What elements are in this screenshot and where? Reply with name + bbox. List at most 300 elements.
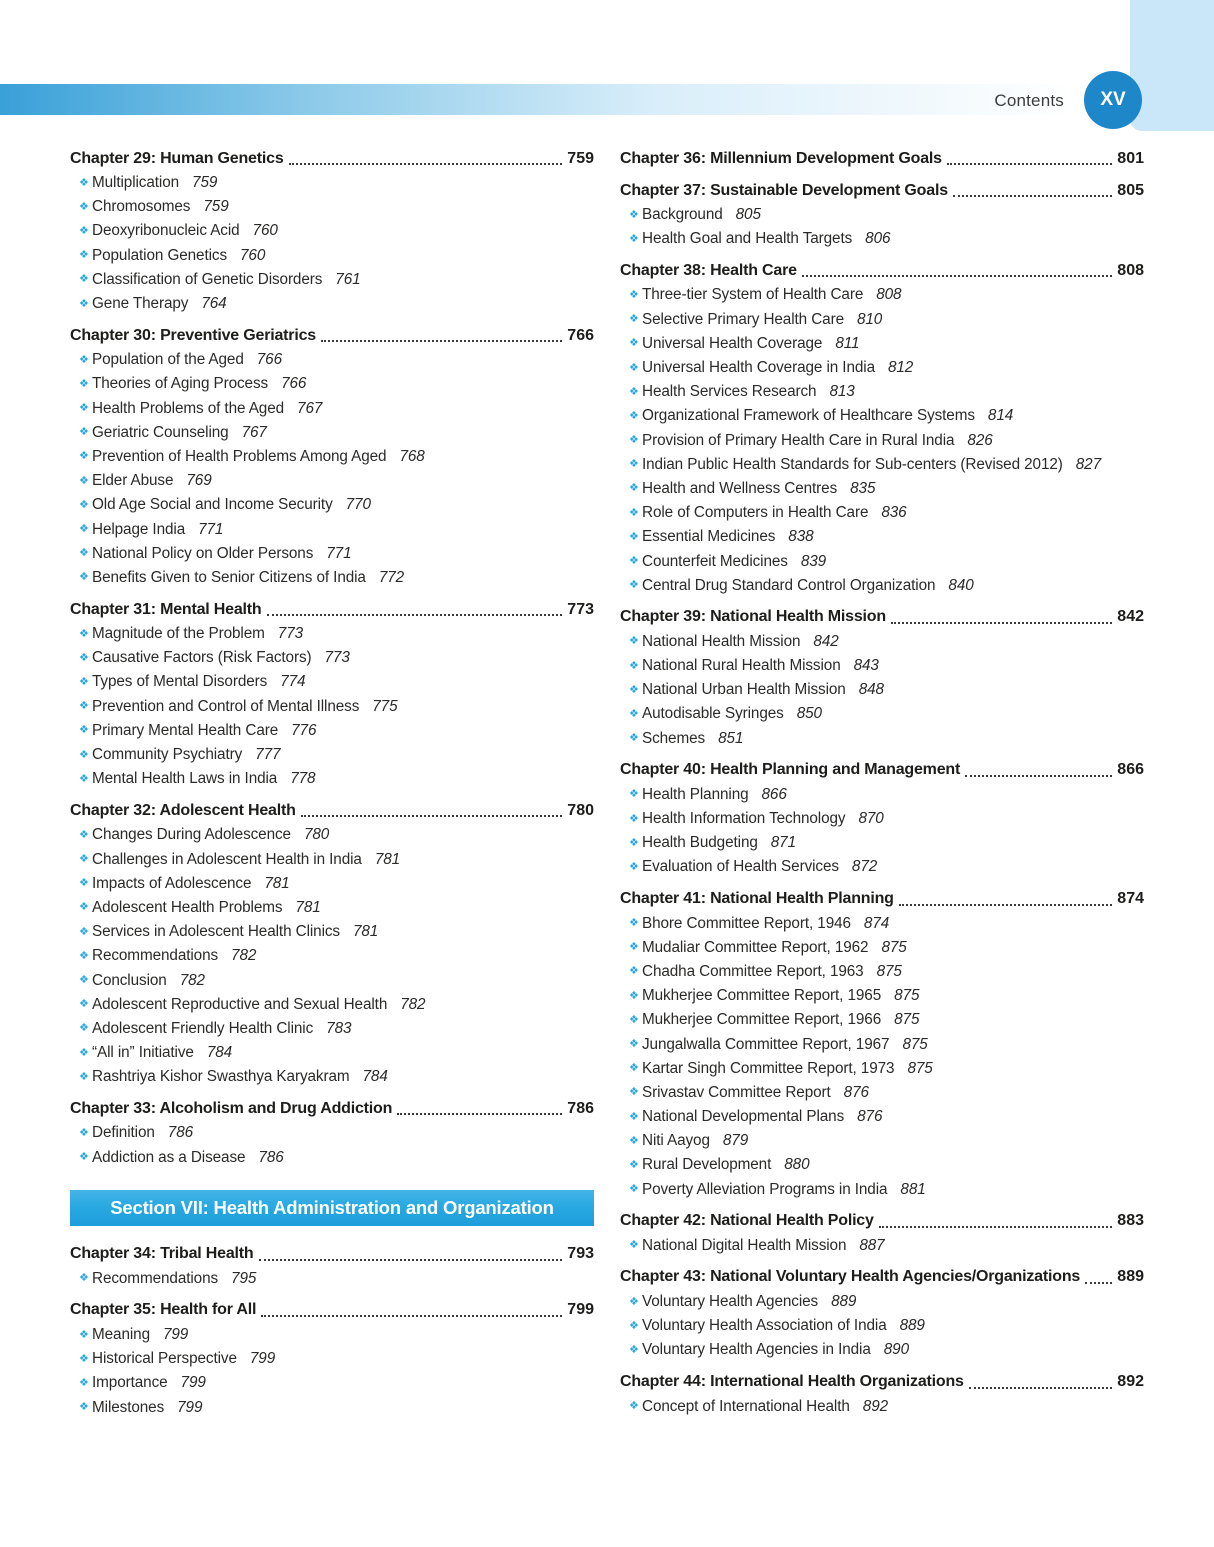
diamond-bullet-icon: ❖: [629, 917, 639, 930]
toc-item-page-number: 782: [231, 947, 257, 965]
dot-leader: [267, 614, 563, 616]
diamond-bullet-icon: ❖: [629, 530, 639, 543]
dot-leader: [891, 622, 1112, 624]
chapter-heading-row: [620, 1209, 1144, 1234]
toc-item: [620, 1234, 1144, 1258]
toc-item: [620, 984, 1144, 1008]
diamond-bullet-icon: ❖: [629, 1038, 639, 1051]
toc-item-label: Autodisable Syringes: [642, 705, 784, 723]
toc-item-page-number: 783: [326, 1019, 352, 1037]
toc-item-label: Niti Aayog: [642, 1132, 710, 1150]
toc-item-page-number: 836: [881, 504, 907, 522]
diamond-bullet-icon: ❖: [629, 1110, 639, 1123]
toc-item-page-number: 767: [241, 423, 267, 441]
diamond-bullet-icon: ❖: [629, 482, 639, 495]
toc-item-page-number: 805: [735, 206, 761, 224]
diamond-bullet-icon: ❖: [79, 377, 89, 390]
diamond-bullet-icon: ❖: [79, 200, 89, 213]
toc-item-page-number: 851: [718, 729, 744, 747]
diamond-bullet-icon: ❖: [629, 208, 639, 221]
toc-item-page-number: 799: [162, 1326, 189, 1344]
diamond-bullet-icon: ❖: [629, 288, 639, 301]
toc-item: [620, 1105, 1144, 1129]
diamond-bullet-icon: ❖: [629, 337, 639, 350]
diamond-bullet-icon: ❖: [79, 1022, 89, 1035]
toc-item: [70, 920, 594, 944]
toc-item: [70, 743, 594, 767]
chapter-heading-row: [620, 887, 1144, 912]
chapter-page-number: 786: [567, 1099, 594, 1117]
toc-item-page-number: 777: [255, 746, 281, 764]
diamond-bullet-icon: ❖: [629, 1134, 639, 1147]
toc-item-page-number: 889: [831, 1293, 857, 1311]
toc-item-label: Importance: [92, 1374, 168, 1392]
diamond-bullet-icon: ❖: [629, 385, 639, 398]
toc-item: [70, 896, 594, 920]
toc-item-page-number: 813: [829, 383, 855, 401]
toc-item: [70, 1146, 594, 1170]
toc-item-label: Conclusion: [92, 971, 167, 989]
toc-item-label: Chromosomes: [92, 198, 191, 216]
toc-item: [70, 397, 594, 421]
toc-item-page-number: 880: [784, 1156, 810, 1174]
toc-item-label: Types of Mental Disorders: [92, 673, 268, 691]
toc-item-page-number: 842: [813, 632, 839, 650]
chapter-block: [70, 146, 594, 316]
chapter-title: Chapter 29: Human Genetics: [70, 149, 284, 167]
toc-item: [70, 1323, 594, 1347]
toc-item: [620, 654, 1144, 678]
toc-item: [620, 1178, 1144, 1202]
toc-item-page-number: 875: [902, 1035, 928, 1053]
toc-item-page-number: 759: [203, 198, 229, 216]
chapter-page-number: 808: [1117, 261, 1144, 279]
toc-item-page-number: 759: [192, 174, 218, 192]
chapter-heading-row: [620, 178, 1144, 203]
dot-leader: [899, 904, 1113, 906]
toc-item: [620, 227, 1144, 251]
toc-item-page-number: 812: [887, 359, 914, 377]
diamond-bullet-icon: ❖: [629, 1319, 639, 1332]
chapter-page-number: 766: [567, 326, 594, 344]
chapter-title: Chapter 40: Health Planning and Management: [620, 761, 961, 779]
chapter-title: Chapter 43: National Voluntary Health Agencies/Organizations: [620, 1268, 1081, 1286]
toc-item-label: Old Age Social and Income Security: [92, 496, 333, 514]
chapter-heading-row: [620, 1370, 1144, 1395]
toc-item-page-number: 772: [378, 568, 405, 586]
toc-item-page-number: 814: [987, 407, 1014, 425]
chapter-block: [70, 323, 594, 590]
toc-item-page-number: 781: [295, 898, 321, 916]
dot-leader: [321, 340, 562, 342]
chapter-heading-row: [620, 758, 1144, 783]
toc-item-page-number: 890: [883, 1341, 909, 1359]
toc-item-label: Voluntary Health Agencies in India: [642, 1341, 871, 1359]
toc-item: [70, 469, 594, 493]
toc-item: [70, 767, 594, 791]
toc-item: [70, 292, 594, 316]
toc-item: [70, 1267, 594, 1291]
toc-item-label: Definition: [92, 1124, 155, 1142]
toc-item: [620, 630, 1144, 654]
toc-item: [70, 823, 594, 847]
contents-label: Contents: [994, 91, 1064, 110]
toc-item-label: Multiplication: [92, 174, 180, 192]
toc-item: [620, 574, 1144, 598]
toc-item-label: Health Services Research: [642, 383, 817, 401]
diamond-bullet-icon: ❖: [79, 1126, 89, 1139]
toc-item-label: Background: [642, 206, 723, 224]
diamond-bullet-icon: ❖: [79, 176, 89, 189]
toc-item: [620, 1129, 1144, 1153]
toc-item-page-number: 760: [240, 246, 266, 264]
toc-item-page-number: 781: [264, 874, 290, 892]
toc-item-label: Community Psychiatry: [92, 746, 243, 764]
toc-item-page-number: 875: [894, 1011, 920, 1029]
diamond-bullet-icon: ❖: [629, 1086, 639, 1099]
toc-item-label: “All in” Initiative: [92, 1044, 194, 1062]
toc-item-page-number: 811: [835, 334, 860, 352]
toc-item-page-number: 839: [800, 552, 827, 570]
chapter-block: [70, 1242, 594, 1291]
toc-item: [620, 1395, 1144, 1419]
diamond-bullet-icon: ❖: [629, 732, 639, 745]
toc-item: [70, 348, 594, 372]
toc-item-label: Classification of Genetic Disorders: [92, 270, 323, 288]
diamond-bullet-icon: ❖: [79, 748, 89, 761]
diamond-bullet-icon: ❖: [629, 788, 639, 801]
toc-item-page-number: 781: [352, 923, 379, 941]
diamond-bullet-icon: ❖: [629, 1183, 639, 1196]
chapter-block: [620, 146, 1144, 171]
toc-item-page-number: 781: [374, 850, 401, 868]
toc-item-label: National Policy on Older Persons: [92, 544, 314, 562]
diamond-bullet-icon: ❖: [79, 224, 89, 237]
toc-item-label: Srivastav Committee Report: [642, 1083, 831, 1101]
toc-item: [620, 807, 1144, 831]
toc-item-page-number: 881: [900, 1180, 926, 1198]
chapter-page-number: 799: [567, 1301, 594, 1319]
toc-item-label: Impacts of Adolescence: [92, 874, 252, 892]
toc-item-label: Adolescent Reproductive and Sexual Health: [92, 995, 388, 1013]
toc-item: [620, 678, 1144, 702]
diamond-bullet-icon: ❖: [79, 1046, 89, 1059]
toc-item-label: National Rural Health Mission: [642, 657, 841, 675]
chapter-page-number: 866: [1117, 761, 1144, 779]
dot-leader: [301, 815, 563, 817]
chapter-block: [620, 887, 1144, 1202]
toc-item-label: Causative Factors (Risk Factors): [92, 649, 312, 667]
toc-item-label: Deoxyribonucleic Acid: [92, 222, 240, 240]
toc-item-page-number: 889: [899, 1317, 925, 1335]
chapter-title: Chapter 33: Alcoholism and Drug Addiction: [70, 1099, 393, 1117]
chapter-title: Chapter 30: Preventive Geriatrics: [70, 326, 316, 344]
diamond-bullet-icon: ❖: [629, 965, 639, 978]
toc-item-page-number: 766: [256, 351, 282, 369]
chapter-title: Chapter 31: Mental Health: [70, 600, 262, 618]
toc-item-label: Elder Abuse: [92, 472, 174, 490]
toc-item: [70, 646, 594, 670]
diamond-bullet-icon: ❖: [79, 547, 89, 560]
diamond-bullet-icon: ❖: [629, 1158, 639, 1171]
toc-item-page-number: 770: [345, 496, 371, 514]
diamond-bullet-icon: ❖: [629, 1400, 639, 1413]
toc-item-page-number: 774: [280, 673, 306, 691]
chapter-heading-row: [70, 798, 594, 823]
toc-item: [70, 445, 594, 469]
toc-item-label: Prevention and Control of Mental Illness: [92, 697, 360, 715]
toc-item-label: Prevention of Health Problems Among Aged: [92, 447, 387, 465]
diamond-bullet-icon: ❖: [79, 249, 89, 262]
diamond-bullet-icon: ❖: [79, 853, 89, 866]
toc-item: [620, 1057, 1144, 1081]
toc-item-page-number: 761: [335, 270, 361, 288]
toc-item: [70, 171, 594, 195]
toc-item-page-number: 780: [303, 826, 330, 844]
chapter-block: [620, 1209, 1144, 1258]
toc-item: [620, 453, 1144, 477]
chapter-block: [620, 258, 1144, 597]
diamond-bullet-icon: ❖: [79, 426, 89, 439]
toc-item: [70, 493, 594, 517]
toc-item-page-number: 887: [859, 1236, 885, 1254]
toc-item-page-number: 767: [297, 399, 323, 417]
toc-item-label: Recommendations: [92, 947, 219, 965]
toc-item-label: Helpage India: [92, 520, 186, 538]
toc-item: [620, 356, 1144, 380]
toc-item: [620, 783, 1144, 807]
toc-item: [620, 549, 1144, 573]
toc-item: [70, 268, 594, 292]
diamond-bullet-icon: ❖: [629, 506, 639, 519]
toc-item-label: Mukherjee Committee Report, 1965: [642, 987, 882, 1005]
diamond-bullet-icon: ❖: [79, 571, 89, 584]
dot-leader: [969, 1387, 1113, 1389]
toc-item: [70, 1121, 594, 1145]
chapter-title: Chapter 39: National Health Mission: [620, 608, 886, 626]
chapter-page-number: 889: [1117, 1268, 1144, 1286]
diamond-bullet-icon: ❖: [629, 361, 639, 374]
chapter-page-number: 759: [567, 149, 594, 167]
chapter-heading-row: [70, 597, 594, 622]
toc-item: [70, 944, 594, 968]
toc-item-label: Universal Health Coverage: [642, 334, 823, 352]
toc-item-label: Population of the Aged: [92, 351, 244, 369]
toc-item: [620, 477, 1144, 501]
toc-item: [620, 404, 1144, 428]
toc-item-page-number: 768: [399, 447, 425, 465]
dot-leader: [965, 775, 1112, 777]
toc-item-label: National Developmental Plans: [642, 1108, 845, 1126]
toc-item-label: Voluntary Health Association of India: [642, 1317, 887, 1335]
dot-leader: [261, 1315, 562, 1317]
diamond-bullet-icon: ❖: [79, 450, 89, 463]
toc-item-label: Changes During Adolescence: [92, 826, 291, 844]
toc-item: [620, 1008, 1144, 1032]
toc-item-label: Three-tier System of Health Care: [642, 286, 864, 304]
toc-item-label: Rashtriya Kishor Swasthya Karyakram: [92, 1068, 350, 1086]
toc-item-label: Population Genetics: [92, 246, 228, 264]
chapter-page-number: 842: [1117, 608, 1144, 626]
diamond-bullet-icon: ❖: [79, 998, 89, 1011]
dot-leader: [953, 195, 1112, 197]
toc-item-page-number: 875: [894, 987, 920, 1005]
chapter-block: [620, 605, 1144, 751]
toc-item-page-number: 778: [290, 770, 316, 788]
toc-item-label: Health Goal and Health Targets: [642, 230, 853, 248]
chapter-page-number: 805: [1117, 181, 1144, 199]
diamond-bullet-icon: ❖: [629, 1239, 639, 1252]
page-number-badge: XV: [1084, 71, 1142, 129]
toc-item-page-number: 799: [177, 1398, 203, 1416]
toc-item: [70, 1041, 594, 1065]
toc-item: [620, 727, 1144, 751]
toc-item: [620, 283, 1144, 307]
diamond-bullet-icon: ❖: [629, 409, 639, 422]
toc-right-column: [620, 139, 1144, 1420]
diamond-bullet-icon: ❖: [79, 828, 89, 841]
toc-item: [70, 517, 594, 541]
diamond-bullet-icon: ❖: [629, 232, 639, 245]
chapter-block: [620, 178, 1144, 251]
toc-item-label: Health Problems of the Aged: [92, 399, 285, 417]
dot-leader: [802, 275, 1113, 277]
toc-item: [70, 244, 594, 268]
toc-item: [620, 1338, 1144, 1362]
header-gradient-band: [0, 84, 1132, 115]
toc-item: [620, 702, 1144, 726]
toc-item: [70, 670, 594, 694]
toc-item-label: Jungalwalla Committee Report, 1967: [642, 1035, 890, 1053]
diamond-bullet-icon: ❖: [629, 579, 639, 592]
toc-item-page-number: 806: [865, 230, 891, 248]
diamond-bullet-icon: ❖: [629, 1295, 639, 1308]
toc-item: [620, 1081, 1144, 1105]
diamond-bullet-icon: ❖: [629, 707, 639, 720]
toc-item: [620, 380, 1144, 404]
toc-item-label: Evaluation of Health Services: [642, 858, 839, 876]
toc-item: [620, 1153, 1144, 1177]
toc-item-page-number: 879: [722, 1132, 749, 1150]
toc-item-label: Meaning: [92, 1326, 150, 1344]
toc-item-page-number: 766: [281, 375, 307, 393]
chapter-block: [620, 758, 1144, 880]
chapter-title: Chapter 35: Health for All: [70, 1301, 257, 1319]
diamond-bullet-icon: ❖: [629, 812, 639, 825]
toc-item-page-number: 782: [400, 995, 426, 1013]
toc-item: [620, 936, 1144, 960]
diamond-bullet-icon: ❖: [79, 1151, 89, 1164]
chapter-page-number: 801: [1117, 149, 1144, 167]
chapter-block: [70, 597, 594, 791]
dot-leader: [1085, 1282, 1112, 1284]
chapter-heading-row: [70, 1242, 594, 1267]
toc-item: [620, 912, 1144, 936]
toc-item: [620, 960, 1144, 984]
toc-item-label: Voluntary Health Agencies: [642, 1293, 819, 1311]
toc-item-page-number: 776: [291, 721, 317, 739]
toc-item-page-number: 866: [761, 785, 787, 803]
diamond-bullet-icon: ❖: [629, 635, 639, 648]
toc-item-page-number: 810: [856, 310, 883, 328]
toc-item-page-number: 843: [853, 657, 879, 675]
chapter-heading-row: [620, 605, 1144, 630]
toc-item-page-number: 875: [881, 938, 907, 956]
toc-item-label: Services in Adolescent Health Clinics: [92, 923, 340, 941]
toc-item-page-number: 871: [770, 834, 796, 852]
toc-item: [620, 332, 1144, 356]
toc-item-page-number: 892: [862, 1397, 889, 1415]
dot-leader: [879, 1226, 1113, 1228]
toc-item-page-number: 872: [851, 858, 878, 876]
diamond-bullet-icon: ❖: [629, 555, 639, 568]
diamond-bullet-icon: ❖: [79, 402, 89, 415]
toc-item-label: Health Planning: [642, 785, 749, 803]
toc-item-label: Addiction as a Disease: [92, 1148, 246, 1166]
diamond-bullet-icon: ❖: [79, 1352, 89, 1365]
toc-item-label: Schemes: [642, 729, 706, 747]
toc-item-label: Chadha Committee Report, 1963: [642, 962, 864, 980]
toc-item: [70, 968, 594, 992]
dot-leader: [259, 1259, 563, 1261]
chapter-block: [620, 1265, 1144, 1363]
toc-item: [620, 855, 1144, 879]
toc-item-page-number: 835: [850, 479, 876, 497]
diamond-bullet-icon: ❖: [79, 651, 89, 664]
toc-item: [70, 219, 594, 243]
toc-item-label: Essential Medicines: [642, 528, 776, 546]
chapter-page-number: 780: [567, 801, 594, 819]
toc-item: [70, 872, 594, 896]
dot-leader: [947, 163, 1112, 165]
chapter-title: Chapter 38: Health Care: [620, 261, 797, 279]
toc-item-page-number: 760: [252, 222, 278, 240]
chapter-heading-row: [620, 1265, 1144, 1290]
toc-item-label: Health Budgeting: [642, 834, 758, 852]
toc-item-label: Health Information Technology: [642, 810, 846, 828]
toc-item-label: Recommendations: [92, 1269, 219, 1287]
chapter-page-number: 793: [567, 1245, 594, 1263]
toc-item-label: Magnitude of the Problem: [92, 625, 265, 643]
chapter-block: [70, 1298, 594, 1420]
toc-item-page-number: 840: [948, 576, 974, 594]
toc-item: [70, 719, 594, 743]
toc-item-label: Indian Public Health Standards for Sub-centers (Revised 2012): [642, 455, 1063, 473]
toc-item-page-number: 764: [201, 295, 227, 313]
toc-item-page-number: 799: [249, 1350, 276, 1368]
toc-item-label: Mudaliar Committee Report, 1962: [642, 938, 869, 956]
diamond-bullet-icon: ❖: [629, 860, 639, 873]
chapter-page-number: 892: [1117, 1373, 1144, 1390]
toc-item: [620, 1032, 1144, 1056]
chapter-title: Chapter 34: Tribal Health: [70, 1245, 254, 1263]
diamond-bullet-icon: ❖: [629, 989, 639, 1002]
toc-item-page-number: 786: [258, 1148, 284, 1166]
toc-item: [620, 308, 1144, 332]
diamond-bullet-icon: ❖: [629, 836, 639, 849]
toc-item-label: Milestones: [92, 1398, 165, 1416]
toc-item-label: Benefits Given to Senior Citizens of India: [92, 568, 366, 586]
chapter-title: Chapter 36: Millennium Development Goals: [620, 149, 942, 167]
chapter-block: [620, 1370, 1144, 1419]
toc-item-page-number: 870: [858, 810, 884, 828]
toc-item-label: Adolescent Friendly Health Clinic: [92, 1019, 314, 1037]
toc-item-page-number: 771: [326, 544, 352, 562]
dot-leader: [397, 1113, 562, 1115]
toc-item-page-number: 771: [198, 520, 224, 538]
toc-item: [70, 1371, 594, 1395]
toc-item-label: Kartar Singh Committee Report, 1973: [642, 1059, 895, 1077]
